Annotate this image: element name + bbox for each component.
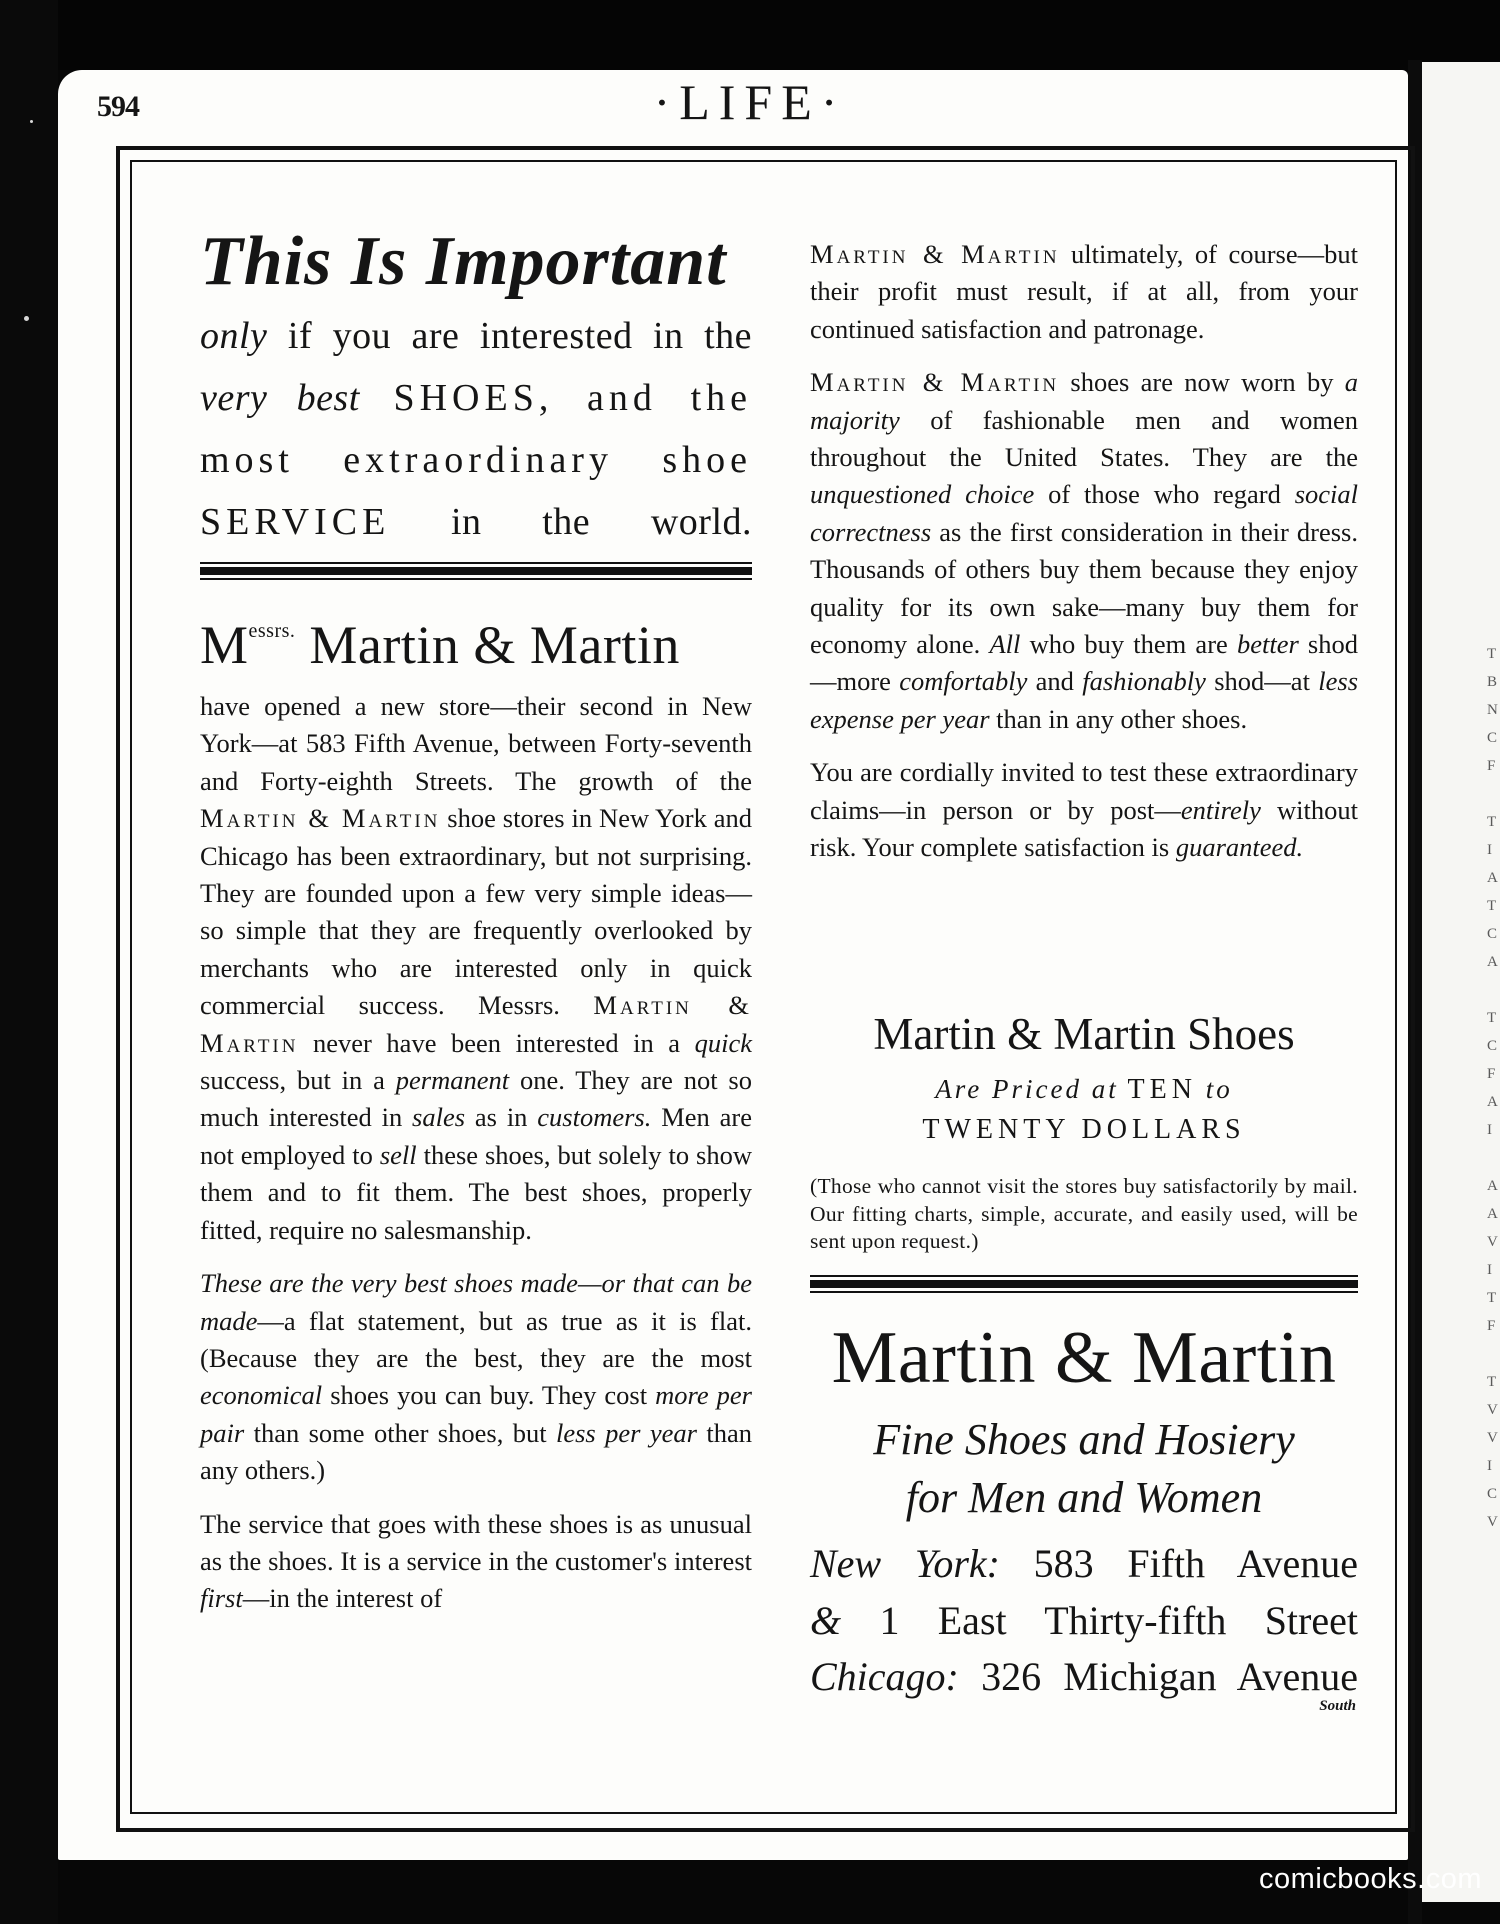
intro-only: only (200, 315, 268, 357)
divider-thick (810, 1280, 1358, 1288)
emphasis: better (1236, 629, 1299, 660)
divider-thin (200, 562, 752, 564)
text-run: and (1027, 666, 1083, 697)
paragraph (810, 236, 1358, 348)
divider-thin (810, 1275, 1358, 1277)
text-run: shoes you can buy. They cost (322, 1380, 656, 1411)
text-run: —in the interest of (242, 1583, 443, 1614)
left-body (200, 688, 752, 1634)
address-south: South (1319, 1698, 1356, 1714)
scan-speck (30, 120, 33, 123)
emphasis: These are the very best shoes made—or that can be made (200, 1268, 752, 1336)
messrs-heading (200, 614, 752, 676)
emphasis: guaranteed. (1175, 832, 1304, 863)
divider-thin (810, 1291, 1358, 1293)
price-line-1 (810, 1069, 1358, 1110)
text-run: who buy them are (1020, 629, 1237, 660)
brand-name: Martin & Martin (200, 990, 752, 1058)
right-body (810, 236, 1358, 883)
emphasis: unquestioned choice (810, 479, 1035, 510)
emphasis: quick (694, 1027, 752, 1058)
ad-headline: This Is Important (200, 223, 727, 300)
emphasis: less expense per year (810, 666, 1359, 734)
address-city: Chicago: (810, 1654, 959, 1699)
emphasis: a majority (810, 367, 1358, 435)
price-statement (810, 1069, 1358, 1150)
text-run: shod—more (810, 629, 1358, 697)
source-watermark: comicbooks.com (1259, 1863, 1482, 1895)
intro-part3: in the world. (390, 501, 752, 543)
emphasis: more per pair (200, 1380, 752, 1448)
shoes-title: Martin & Martin Shoes (873, 1009, 1295, 1059)
text-run: Men are not employed to (200, 1102, 752, 1170)
emphasis: All (989, 629, 1021, 660)
text-run: The service that goes with these shoes is as unusual as the shoes. It is a service in the customer's interest (200, 1508, 752, 1576)
paragraph (200, 688, 752, 1249)
text-run: than some other shoes, but (244, 1417, 556, 1448)
address-amp: & (810, 1598, 842, 1643)
text-run: ultimately, of course—but their profit must result, if at all, from your continued satisfaction and patronage. (810, 239, 1358, 344)
emphasis: permanent (395, 1065, 510, 1096)
text-run: of those who regard (1034, 479, 1295, 510)
text-run: You are cordially invited to test these extraordinary claims—in person or by post— (810, 757, 1358, 825)
text-run: shoes are now worn by (1059, 367, 1345, 398)
address-new-york-2 (810, 1597, 1358, 1644)
intro-part2: SHOES, and the most extraordinary shoe (200, 377, 753, 481)
text-run: —a flat statement, but as true as it is flat. (Because they are the best, they are the most (200, 1305, 752, 1373)
emphasis: first (200, 1583, 243, 1614)
emphasis: customers. (537, 1102, 652, 1133)
messrs-prefix: M (200, 615, 249, 675)
text-run: shoe stores in New York and Chicago has been extraordinary, but not surprising. They are founded upon a few very simple ideas—so simple that they are frequently overlooked by merchants who are interested only in quick commercial success. Messrs. (200, 803, 753, 1021)
text-run: success, but in a (200, 1065, 396, 1096)
emphasis: sales (412, 1102, 466, 1133)
text-run: than in any other shoes. (989, 703, 1248, 734)
messrs-sup: essrs. (248, 620, 296, 642)
ad-intro (200, 305, 752, 553)
brand-name: Martin & Martin (200, 803, 441, 834)
text-run: without risk. Your complete satisfaction is (810, 794, 1358, 863)
address-city: New York: (810, 1541, 1000, 1586)
divider-thin (200, 578, 752, 580)
emphasis: less per year (556, 1417, 697, 1448)
brand-name: Martin & Martin (810, 367, 1060, 398)
address-street: 1 East Thirty-fifth Street (879, 1598, 1358, 1643)
store-name: Martin & Martin (831, 1317, 1337, 1399)
text-run: have opened a new store—their second in New York—at 583 Fifth Avenue, between Forty-seventh and Forty-eighth Streets. The growth of the (200, 691, 752, 796)
price-low: TEN (1127, 1074, 1197, 1105)
intro-very-best: very best (200, 377, 360, 419)
emphasis: comfortably (899, 666, 1028, 697)
intro-part1: if you are interested in the (267, 315, 752, 357)
text-run: never have been interested in a (298, 1027, 695, 1058)
scan-border-top (0, 0, 1500, 70)
mail-order-note: (Those who cannot visit the stores buy satisfactorily by mail. Our fitting charts, simple, accurate, and easily used, will be sent upon request.) (810, 1174, 1358, 1253)
messrs-name: Martin & Martin (309, 615, 680, 675)
intro-service: SERVICE (200, 501, 391, 543)
text-run: as the first consideration in their dress. Thousands of others buy them because they enjoy quality for its own sake—many buy them for economy alone. (810, 516, 1358, 660)
paragraph (810, 754, 1358, 866)
brand-name: Martin & Martin (810, 239, 1060, 269)
tagline-line-2: for Men and Women (905, 1473, 1263, 1522)
address-new-york-1 (810, 1540, 1358, 1587)
price-label: Are Priced at (935, 1074, 1119, 1104)
emphasis: social correctness (810, 479, 1358, 547)
paragraph (200, 1506, 752, 1618)
text-run: shod—at (1205, 666, 1319, 697)
address-chicago (810, 1653, 1358, 1700)
emphasis: fashionably (1082, 666, 1206, 697)
text-run: than any others.) (200, 1417, 752, 1486)
paragraph (200, 1265, 752, 1489)
price-to: to (1205, 1074, 1233, 1104)
address-street: 326 Michigan Avenue (981, 1654, 1358, 1699)
address-street: 583 Fifth Avenue (1033, 1541, 1359, 1586)
divider-thick (200, 567, 752, 575)
store-tagline (810, 1411, 1358, 1527)
price-high: TWENTY DOLLARS (922, 1114, 1246, 1145)
facing-page-text-fragment: T B N C F T I A T C A T C F A I A A V I T F T V V I C V (1487, 646, 1498, 1530)
emphasis: entirely (1180, 794, 1261, 825)
tagline-line-1: Fine Shoes and Hosiery (873, 1415, 1295, 1464)
text-run: as in (465, 1102, 538, 1133)
text-run: of fashionable men and women throughout the United States. They are the (810, 404, 1358, 473)
scan-border-left (0, 0, 58, 1924)
page-number: 594 (97, 90, 139, 123)
text-run: these shoes, but solely to show them and to fit them. The best shoes, properly fitted, require no salesmanship. (200, 1139, 753, 1245)
emphasis: economical (200, 1380, 323, 1411)
scan-speck (24, 316, 29, 321)
masthead-title: ·LIFE· (653, 74, 847, 130)
paragraph (810, 364, 1358, 738)
text-run: one. They are not so much interested in (200, 1065, 752, 1133)
emphasis: sell (379, 1139, 417, 1170)
